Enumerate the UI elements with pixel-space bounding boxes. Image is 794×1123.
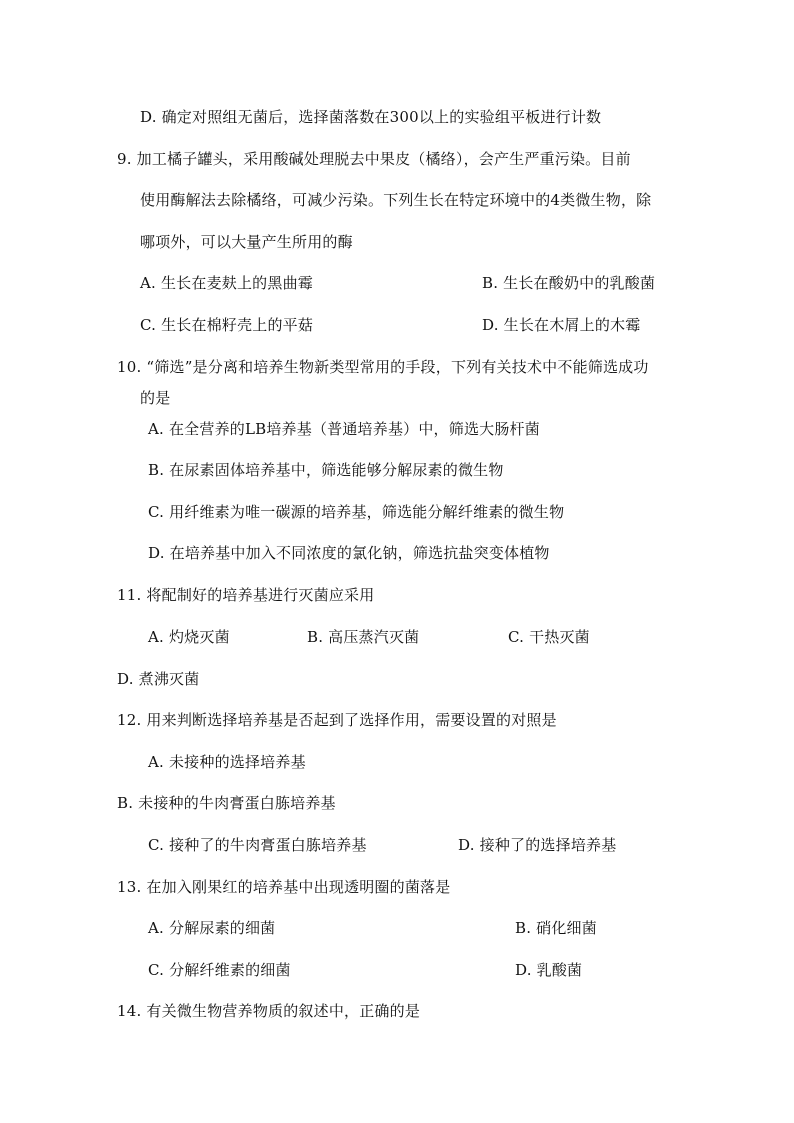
q9-option-d: D. 生长在木屑上的木霉 xyxy=(482,316,641,334)
q10-stem-line-1: 10. “筛选”是分离和培养生物新类型常用的手段，下列有关技术中不能筛选成功 xyxy=(117,358,649,376)
q12-option-b: B. 未接种的牛肉膏蛋白胨培养基 xyxy=(117,794,336,812)
q13-option-c: C. 分解纤维素的细菌 xyxy=(148,961,291,979)
q14-stem: 14. 有关微生物营养物质的叙述中，正确的是 xyxy=(117,1002,421,1020)
q11-option-d: D. 煮沸灭菌 xyxy=(117,670,200,688)
q9-option-a: A. 生长在麦麸上的黑曲霉 xyxy=(140,274,313,292)
q13-option-d: D. 乳酸菌 xyxy=(515,961,583,979)
q10-stem-line-2: 的是 xyxy=(140,389,171,407)
q12-option-d: D. 接种了的选择培养基 xyxy=(458,836,617,854)
q13-option-a: A. 分解尿素的细菌 xyxy=(148,919,276,937)
q13-option-b: B. 硝化细菌 xyxy=(515,919,597,937)
q9-stem-line-1: 9. 加工橘子罐头，采用酸碱处理脱去中果皮（橘络），会产生严重污染。目前 xyxy=(117,150,631,168)
q9-stem-line-2: 使用酶解法去除橘络，可减少污染。下列生长在特定环境中的4类微生物，除 xyxy=(140,191,652,209)
q8-option-d: D. 确定对照组无菌后，选择菌落数在300以上的实验组平板进行计数 xyxy=(140,108,602,126)
q9-option-c: C. 生长在棉籽壳上的平菇 xyxy=(140,316,314,334)
q12-stem: 12. 用来判断选择培养基是否起到了选择作用，需要设置的对照是 xyxy=(117,711,557,729)
q10-option-c: C. 用纤维素为唯一碳源的培养基，筛选能分解纤维素的微生物 xyxy=(148,503,565,521)
q12-option-c: C. 接种了的牛肉膏蛋白胨培养基 xyxy=(148,836,367,854)
q11-option-b: B. 高压蒸汽灭菌 xyxy=(307,628,420,646)
q10-option-b: B. 在尿素固体培养基中，筛选能够分解尿素的微生物 xyxy=(148,461,504,479)
q10-option-a: A. 在全营养的LB培养基（普通培养基）中，筛选大肠杆菌 xyxy=(148,420,540,438)
q11-option-c: C. 干热灭菌 xyxy=(508,628,590,646)
q9-stem-line-3: 哪项外，可以大量产生所用的酶 xyxy=(140,233,353,251)
q9-option-b: B. 生长在酸奶中的乳酸菌 xyxy=(482,274,656,292)
q13-stem: 13. 在加入刚果红的培养基中出现透明圈的菌落是 xyxy=(117,878,451,896)
q10-option-d: D. 在培养基中加入不同浓度的氯化钠，筛选抗盐突变体植物 xyxy=(148,544,550,562)
q11-option-a: A. 灼烧灭菌 xyxy=(148,628,230,646)
q11-stem: 11. 将配制好的培养基进行灭菌应采用 xyxy=(117,586,375,604)
q12-option-a: A. 未接种的选择培养基 xyxy=(148,753,306,771)
